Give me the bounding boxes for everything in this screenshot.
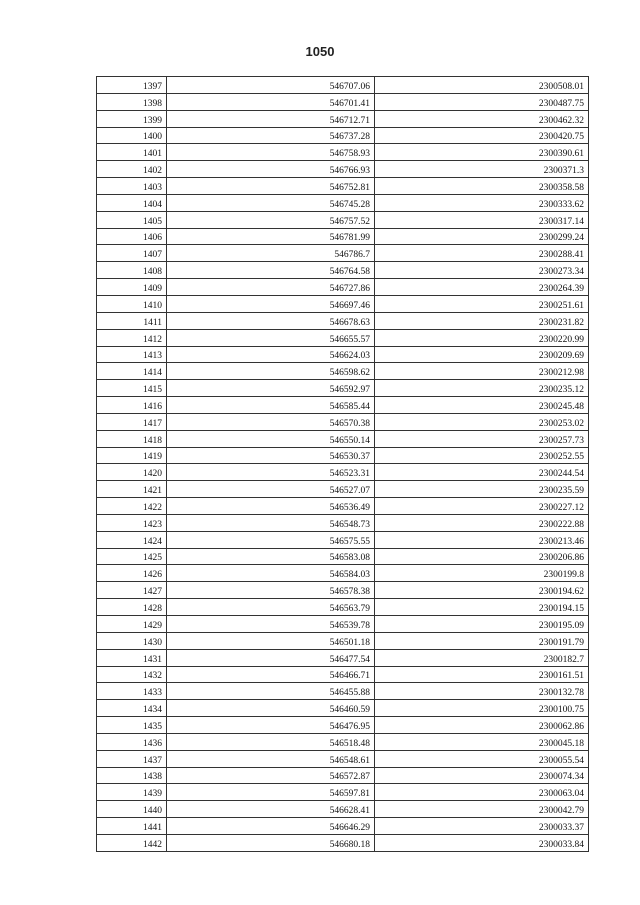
- table-row: [97, 565, 589, 582]
- point-id-cell: 1409: [97, 279, 167, 296]
- table-row: [97, 211, 589, 228]
- table-row: [97, 329, 589, 346]
- x-coordinate-cell: 546680.18: [167, 834, 375, 851]
- x-coordinate-cell: 546578.38: [167, 582, 375, 599]
- x-coordinate-cell: 546501.18: [167, 632, 375, 649]
- y-coordinate-cell: 2300462.32: [375, 110, 589, 127]
- x-coordinate-cell: 546527.07: [167, 481, 375, 498]
- x-coordinate-cell: 546477.54: [167, 649, 375, 666]
- y-coordinate-cell: 2300213.46: [375, 531, 589, 548]
- y-coordinate-cell: 2300253.02: [375, 413, 589, 430]
- point-id-cell: 1412: [97, 329, 167, 346]
- x-coordinate-cell: 546781.99: [167, 228, 375, 245]
- x-coordinate-cell: 546536.49: [167, 498, 375, 515]
- point-id-cell: 1401: [97, 144, 167, 161]
- y-coordinate-cell: 2300100.75: [375, 700, 589, 717]
- x-coordinate-cell: 546584.03: [167, 565, 375, 582]
- x-coordinate-cell: 546786.7: [167, 245, 375, 262]
- y-coordinate-cell: 2300245.48: [375, 397, 589, 414]
- table-row: [97, 144, 589, 161]
- table-row: [97, 93, 589, 110]
- x-coordinate-cell: 546764.58: [167, 262, 375, 279]
- point-id-cell: 1407: [97, 245, 167, 262]
- point-id-cell: 1422: [97, 498, 167, 515]
- table-row: [97, 262, 589, 279]
- table-row: [97, 464, 589, 481]
- y-coordinate-cell: 2300222.88: [375, 514, 589, 531]
- table-row: [97, 700, 589, 717]
- y-coordinate-cell: 2300055.54: [375, 750, 589, 767]
- table-row: [97, 161, 589, 178]
- point-id-cell: 1435: [97, 717, 167, 734]
- y-coordinate-cell: 2300235.12: [375, 380, 589, 397]
- y-coordinate-cell: 2300487.75: [375, 93, 589, 110]
- x-coordinate-cell: 546598.62: [167, 363, 375, 380]
- y-coordinate-cell: 2300244.54: [375, 464, 589, 481]
- x-coordinate-cell: 546727.86: [167, 279, 375, 296]
- point-id-cell: 1434: [97, 700, 167, 717]
- x-coordinate-cell: 546646.29: [167, 818, 375, 835]
- point-id-cell: 1440: [97, 801, 167, 818]
- x-coordinate-cell: 546745.28: [167, 194, 375, 211]
- y-coordinate-cell: 2300235.59: [375, 481, 589, 498]
- point-id-cell: 1429: [97, 616, 167, 633]
- x-coordinate-cell: 546563.79: [167, 599, 375, 616]
- y-coordinate-cell: 2300273.34: [375, 262, 589, 279]
- y-coordinate-cell: 2300033.84: [375, 834, 589, 851]
- x-coordinate-cell: 546712.71: [167, 110, 375, 127]
- table-row: [97, 397, 589, 414]
- x-coordinate-cell: 546548.73: [167, 514, 375, 531]
- point-id-cell: 1411: [97, 312, 167, 329]
- point-id-cell: 1421: [97, 481, 167, 498]
- table-row: [97, 279, 589, 296]
- point-id-cell: 1416: [97, 397, 167, 414]
- x-coordinate-cell: 546585.44: [167, 397, 375, 414]
- table-row: [97, 531, 589, 548]
- x-coordinate-cell: 546592.97: [167, 380, 375, 397]
- table-row: [97, 413, 589, 430]
- x-coordinate-cell: 546701.41: [167, 93, 375, 110]
- table-row: [97, 717, 589, 734]
- table-row: [97, 834, 589, 851]
- table-row: [97, 228, 589, 245]
- point-id-cell: 1397: [97, 77, 167, 94]
- point-id-cell: 1406: [97, 228, 167, 245]
- table-row: [97, 632, 589, 649]
- x-coordinate-cell: 546583.08: [167, 548, 375, 565]
- y-coordinate-cell: 2300264.39: [375, 279, 589, 296]
- table-row: [97, 498, 589, 515]
- x-coordinate-cell: 546624.03: [167, 346, 375, 363]
- x-coordinate-cell: 546655.57: [167, 329, 375, 346]
- y-coordinate-cell: 2300212.98: [375, 363, 589, 380]
- point-id-cell: 1417: [97, 413, 167, 430]
- table-row: [97, 784, 589, 801]
- x-coordinate-cell: 546697.46: [167, 295, 375, 312]
- x-coordinate-cell: 546476.95: [167, 717, 375, 734]
- table-row: [97, 548, 589, 565]
- point-id-cell: 1426: [97, 565, 167, 582]
- y-coordinate-cell: 2300231.82: [375, 312, 589, 329]
- point-id-cell: 1399: [97, 110, 167, 127]
- x-coordinate-cell: 546539.78: [167, 616, 375, 633]
- x-coordinate-cell: 546752.81: [167, 178, 375, 195]
- x-coordinate-cell: 546570.38: [167, 413, 375, 430]
- y-coordinate-cell: 2300390.61: [375, 144, 589, 161]
- x-coordinate-cell: 546466.71: [167, 666, 375, 683]
- y-coordinate-cell: 2300252.55: [375, 447, 589, 464]
- table-row: [97, 666, 589, 683]
- y-coordinate-cell: 2300182.7: [375, 649, 589, 666]
- point-id-cell: 1423: [97, 514, 167, 531]
- y-coordinate-cell: 2300371.3: [375, 161, 589, 178]
- point-id-cell: 1437: [97, 750, 167, 767]
- table-row: [97, 599, 589, 616]
- table-row: [97, 683, 589, 700]
- y-coordinate-cell: 2300045.18: [375, 733, 589, 750]
- table-row: [97, 295, 589, 312]
- x-coordinate-cell: 546460.59: [167, 700, 375, 717]
- table-row: [97, 616, 589, 633]
- point-id-cell: 1410: [97, 295, 167, 312]
- y-coordinate-cell: 2300062.86: [375, 717, 589, 734]
- point-id-cell: 1415: [97, 380, 167, 397]
- point-id-cell: 1433: [97, 683, 167, 700]
- y-coordinate-cell: 2300132.78: [375, 683, 589, 700]
- x-coordinate-cell: 546575.55: [167, 531, 375, 548]
- table-row: [97, 346, 589, 363]
- table-row: [97, 733, 589, 750]
- x-coordinate-cell: 546530.37: [167, 447, 375, 464]
- page-number: 1050: [305, 44, 335, 59]
- y-coordinate-cell: 2300074.34: [375, 767, 589, 784]
- point-id-cell: 1402: [97, 161, 167, 178]
- y-coordinate-cell: 2300199.8: [375, 565, 589, 582]
- table-row: [97, 110, 589, 127]
- x-coordinate-cell: 546597.81: [167, 784, 375, 801]
- x-coordinate-cell: 546766.93: [167, 161, 375, 178]
- table-row: [97, 178, 589, 195]
- point-id-cell: 1419: [97, 447, 167, 464]
- point-id-cell: 1428: [97, 599, 167, 616]
- point-id-cell: 1405: [97, 211, 167, 228]
- point-id-cell: 1439: [97, 784, 167, 801]
- y-coordinate-cell: 2300063.04: [375, 784, 589, 801]
- x-coordinate-cell: 546757.52: [167, 211, 375, 228]
- table-row: [97, 127, 589, 144]
- point-id-cell: 1413: [97, 346, 167, 363]
- table-row: [97, 750, 589, 767]
- point-id-cell: 1420: [97, 464, 167, 481]
- table-row: [97, 649, 589, 666]
- y-coordinate-cell: 2300333.62: [375, 194, 589, 211]
- y-coordinate-cell: 2300195.09: [375, 616, 589, 633]
- y-coordinate-cell: 2300194.15: [375, 599, 589, 616]
- y-coordinate-cell: 2300209.69: [375, 346, 589, 363]
- point-id-cell: 1398: [97, 93, 167, 110]
- x-coordinate-cell: 546523.31: [167, 464, 375, 481]
- x-coordinate-cell: 546548.61: [167, 750, 375, 767]
- point-id-cell: 1432: [97, 666, 167, 683]
- y-coordinate-cell: 2300288.41: [375, 245, 589, 262]
- point-id-cell: 1408: [97, 262, 167, 279]
- table-row: [97, 245, 589, 262]
- point-id-cell: 1436: [97, 733, 167, 750]
- point-id-cell: 1400: [97, 127, 167, 144]
- y-coordinate-cell: 2300194.62: [375, 582, 589, 599]
- x-coordinate-cell: 546550.14: [167, 430, 375, 447]
- table-row: [97, 312, 589, 329]
- point-id-cell: 1424: [97, 531, 167, 548]
- y-coordinate-cell: 2300220.99: [375, 329, 589, 346]
- table-row: [97, 447, 589, 464]
- table-row: [97, 380, 589, 397]
- y-coordinate-cell: 2300191.79: [375, 632, 589, 649]
- table-row: [97, 194, 589, 211]
- y-coordinate-cell: 2300257.73: [375, 430, 589, 447]
- table-row: [97, 481, 589, 498]
- x-coordinate-cell: 546707.06: [167, 77, 375, 94]
- y-coordinate-cell: 2300420.75: [375, 127, 589, 144]
- table-row: [97, 801, 589, 818]
- point-id-cell: 1403: [97, 178, 167, 195]
- point-id-cell: 1431: [97, 649, 167, 666]
- point-id-cell: 1430: [97, 632, 167, 649]
- table-row: [97, 363, 589, 380]
- table-row: [97, 818, 589, 835]
- x-coordinate-cell: 546678.63: [167, 312, 375, 329]
- x-coordinate-cell: 546455.88: [167, 683, 375, 700]
- point-id-cell: 1442: [97, 834, 167, 851]
- x-coordinate-cell: 546572.87: [167, 767, 375, 784]
- y-coordinate-cell: 2300299.24: [375, 228, 589, 245]
- point-id-cell: 1414: [97, 363, 167, 380]
- point-id-cell: 1441: [97, 818, 167, 835]
- table-row: [97, 514, 589, 531]
- table-row: [97, 767, 589, 784]
- x-coordinate-cell: 546628.41: [167, 801, 375, 818]
- y-coordinate-cell: 2300206.86: [375, 548, 589, 565]
- y-coordinate-cell: 2300227.12: [375, 498, 589, 515]
- point-id-cell: 1438: [97, 767, 167, 784]
- x-coordinate-cell: 546758.93: [167, 144, 375, 161]
- y-coordinate-cell: 2300042.79: [375, 801, 589, 818]
- coordinates-table: [96, 76, 589, 852]
- coordinates-table-body: [97, 77, 589, 852]
- x-coordinate-cell: 546737.28: [167, 127, 375, 144]
- x-coordinate-cell: 546518.48: [167, 733, 375, 750]
- y-coordinate-cell: 2300033.37: [375, 818, 589, 835]
- y-coordinate-cell: 2300161.51: [375, 666, 589, 683]
- y-coordinate-cell: 2300358.58: [375, 178, 589, 195]
- y-coordinate-cell: 2300251.61: [375, 295, 589, 312]
- point-id-cell: 1425: [97, 548, 167, 565]
- point-id-cell: 1427: [97, 582, 167, 599]
- table-row: [97, 430, 589, 447]
- table-row: [97, 582, 589, 599]
- y-coordinate-cell: 2300508.01: [375, 77, 589, 94]
- point-id-cell: 1404: [97, 194, 167, 211]
- table-row: [97, 77, 589, 94]
- point-id-cell: 1418: [97, 430, 167, 447]
- y-coordinate-cell: 2300317.14: [375, 211, 589, 228]
